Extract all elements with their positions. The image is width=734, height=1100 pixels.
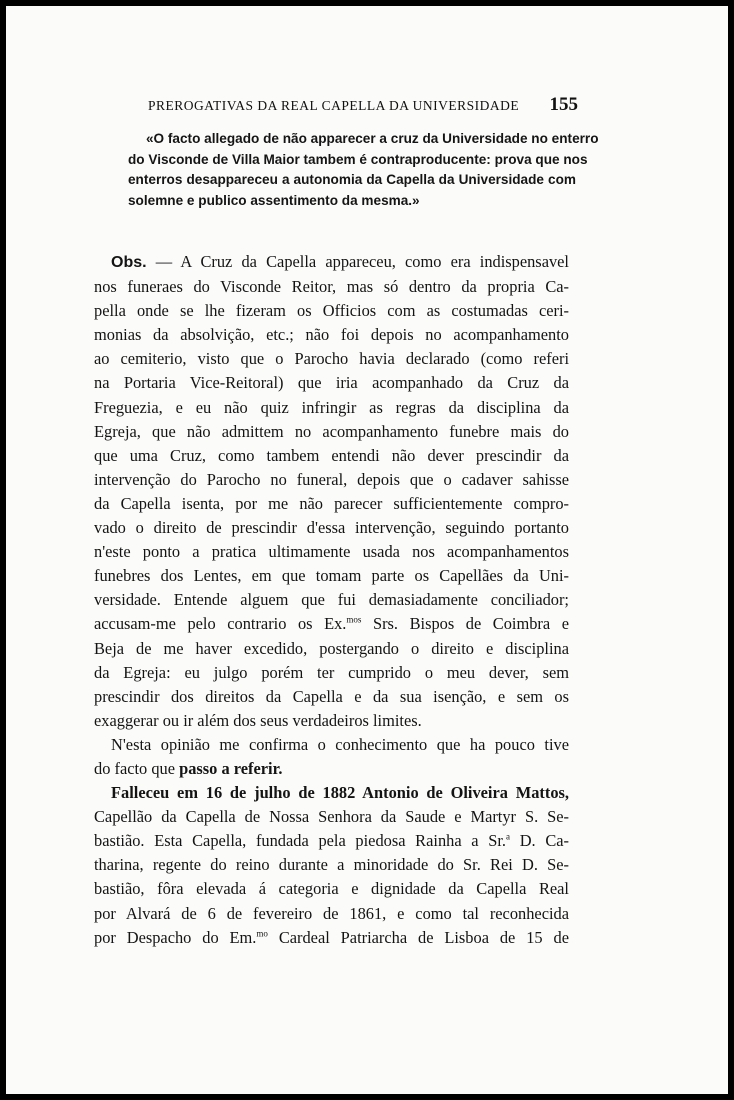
quote-line: solemne e publico assentimento da mesma.» <box>128 192 420 208</box>
paragraph-line: bastião, fôra elevada á categoria e dignidade da Capella Real <box>94 879 569 899</box>
paragraph-line: Beja de me haver excedido, postergando o direito e disciplina <box>94 638 569 658</box>
paragraph-line: pella onde se lhe fizeram os Officios com as costumadas ceri- <box>94 301 569 321</box>
superscript: a <box>506 831 511 842</box>
line-text: accusam-me pelo contrario os Ex. <box>94 614 347 634</box>
paragraph-line <box>94 757 569 781</box>
bold-text: passo a referir. <box>179 758 283 778</box>
paragraph-line: Falleceu em 16 de julho de 1882 Antonio de Oliveira Mattos, <box>111 783 569 803</box>
paragraph-line: Freguezia, e eu não quiz infringir as regras da disciplina da <box>94 397 569 417</box>
page-header <box>148 94 578 116</box>
line-text: Srs. Bispos de Coimbra e <box>361 614 569 634</box>
book-page <box>6 6 728 1094</box>
page-number: 155 <box>549 94 578 115</box>
paragraph-line: tharina, regente do reino durante a minoridade do Sr. Rei D. Se- <box>94 855 569 875</box>
paragraph-line: exaggerar ou ir além dos seus verdadeiros limites. <box>94 710 422 730</box>
line-text: Cardeal Patriarcha de Lisboa de 15 de <box>267 927 569 947</box>
quote-line: «O facto allegado de não apparecer a cruz da Universidade no enterro <box>146 131 599 146</box>
superscript: mo <box>256 928 268 939</box>
line-text: do facto que <box>94 758 180 778</box>
paragraph-line <box>94 926 569 950</box>
paragraph-line <box>94 250 569 275</box>
paragraph-line: Egreja, que não admittem no acompanhamento funebre mais do <box>94 421 569 441</box>
paragraph-line: nos funeraes do Visconde Reitor, mas só dentro da propria Ca- <box>94 277 569 297</box>
paragraph-line: funebres dos Lentes, em que tomam parte os Capellães da Uni- <box>94 566 569 586</box>
paragraph-line: N'esta opinião me confirma o conhecimento que ha pouco tive <box>111 734 569 754</box>
paragraph-line: da Capella isenta, por me não parecer sufficientemente compro- <box>94 493 569 513</box>
paragraph-line: monias da absolvição, etc.; não foi depois no acompanhamento <box>94 325 569 345</box>
paragraph-line <box>94 612 569 636</box>
paragraph-line: n'este ponto a pratica ultimamente usada nos acompanhamentos <box>94 542 569 562</box>
obs-label: Obs. <box>111 254 147 271</box>
paragraph-line: Capellão da Capella de Nossa Senhora da Saude e Martyr S. Se- <box>94 807 569 827</box>
running-title: PREROGATIVAS DA REAL CAPELLA DA UNIVERSIDADE <box>148 98 520 113</box>
paragraph-line: da Egreja: eu julgo porém ter cumprido o meu dever, sem <box>94 662 569 682</box>
paragraph-line: prescindir dos direitos da Capella e da sua isenção, e sem os <box>94 686 569 706</box>
paragraph-line: por Alvará de 6 de fevereiro de 1861, e como tal reconhecida <box>94 903 569 923</box>
paragraph-line: que uma Cruz, como tambem entendi não dever prescindir da <box>94 445 569 465</box>
paragraph-line: na Portaria Vice-Reitoral) que iria acompanhado da Cruz da <box>94 373 569 393</box>
paragraph-line: ao cemiterio, visto que o Parocho havia declarado (como referi <box>94 349 569 369</box>
quoted-passage <box>128 129 599 211</box>
body-text <box>94 250 569 950</box>
paragraph-line: vado o direito de prescindir d'essa intervenção, seguindo portanto <box>94 518 569 538</box>
line-text: bastião. Esta Capella, fundada pela piedosa Rainha a Sr. <box>94 831 507 851</box>
paragraph-line: versidade. Entende alguem que fui demasiadamente conciliador; <box>94 590 569 610</box>
paragraph-line <box>94 829 569 853</box>
paragraph-line: intervenção do Parocho no funeral, depois que o cadaver sahisse <box>94 469 569 489</box>
line-text: por Despacho do Em. <box>94 927 257 947</box>
obs-line-rest: — A Cruz da Capella appareceu, como era indispensavel <box>146 252 569 271</box>
quote-line: do Visconde de Villa Maior tambem é contraproducente: prova que nos <box>128 151 588 167</box>
superscript: mos <box>346 614 362 625</box>
line-text: D. Ca- <box>510 831 570 851</box>
quote-line: enterros desappareceu a autonomia da Capella da Universidade com <box>128 172 576 187</box>
